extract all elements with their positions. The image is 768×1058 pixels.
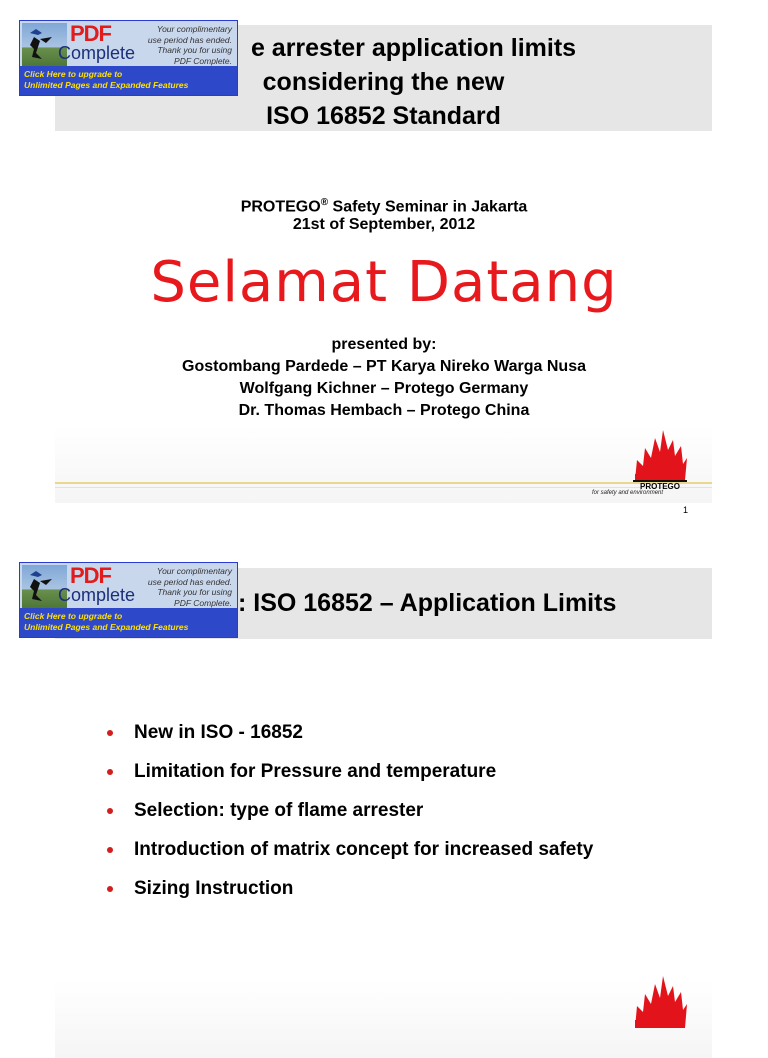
badge-note — [132, 566, 232, 608]
list-item — [105, 759, 625, 784]
badge-note-line: PDF Complete. — [174, 597, 232, 608]
upgrade-link[interactable] — [20, 66, 237, 95]
pdf-brand-text: PDF — [70, 21, 111, 46]
list-item-text: Introduction of matrix concept for increased safety — [134, 839, 594, 860]
title-line-2: considering the new — [262, 68, 505, 96]
footer-divider — [55, 482, 712, 484]
bullet-list — [105, 720, 625, 915]
bullet-dot-icon — [107, 769, 113, 775]
badge-note-line: Thank you for using — [157, 45, 232, 55]
bullet-dot-icon — [107, 886, 113, 892]
list-item — [105, 798, 625, 823]
footer-divider — [55, 487, 712, 488]
protego-logo-text: PROTEGO — [633, 480, 687, 491]
list-item — [105, 837, 625, 862]
upgrade-link-line: Unlimited Pages and Expanded Features — [24, 622, 189, 632]
badge-note-line: Your complimentary — [156, 566, 232, 576]
title-line-3: ISO 16852 Standard — [266, 102, 501, 130]
seminar-brand: PROTEGO — [240, 198, 321, 216]
seminar-line — [0, 193, 768, 217]
list-item — [105, 720, 625, 745]
footer-band — [55, 980, 712, 1058]
complete-brand-text: Complete — [58, 585, 136, 605]
upgrade-link[interactable] — [20, 608, 237, 637]
slide-title: : ISO 16852 – Application Limits — [238, 589, 617, 617]
title-line-1: e arrester application limits — [250, 34, 577, 62]
presenter-line: Gostombang Pardede – PT Karya Nireko Warga Nusa — [182, 358, 586, 375]
bullet-dot-icon — [107, 847, 113, 853]
badge-note-line: use period has ended. — [147, 576, 232, 587]
presenter-line: Wolfgang Kichner – Protego Germany — [239, 380, 529, 397]
seminar-date: 21st of September, 2012 — [292, 216, 476, 233]
list-item-text: New in ISO - 16852 — [134, 722, 303, 743]
presenter-line: Dr. Thomas Hembach – Protego China — [238, 402, 530, 419]
upgrade-link-line: Click Here to upgrade to — [24, 69, 123, 79]
badge-note — [132, 24, 232, 66]
logo-tagline: for safety and environment — [592, 490, 664, 496]
greeting-heading: Selamat Datang — [150, 250, 618, 315]
upgrade-link-line: Unlimited Pages and Expanded Features — [24, 80, 189, 90]
protego-flame-logo-icon — [633, 976, 687, 1028]
pdf-complete-upgrade-banner[interactable] — [19, 562, 238, 638]
bullet-dot-icon — [107, 730, 113, 736]
presented-by-label: presented by: — [331, 336, 437, 353]
list-item-text: Sizing Instruction — [134, 878, 294, 899]
badge-note-line: Thank you for using — [157, 587, 232, 597]
slide-2 — [0, 540, 768, 1024]
registered-mark: ® — [320, 197, 329, 208]
list-item-text: Selection: type of flame arrester — [134, 800, 424, 821]
list-item — [105, 876, 625, 901]
upgrade-link-line: Click Here to upgrade to — [24, 611, 123, 621]
bullet-dot-icon — [107, 808, 113, 814]
page-number: 1 — [683, 505, 689, 515]
badge-note-line: PDF Complete. — [174, 55, 232, 66]
badge-note-line: use period has ended. — [147, 34, 232, 45]
pdf-brand-text: PDF — [70, 563, 111, 588]
list-item-text: Limitation for Pressure and temperature — [134, 761, 497, 782]
badge-note-line: Your complimentary — [156, 24, 232, 34]
pdf-complete-upgrade-banner[interactable] — [19, 20, 238, 96]
complete-brand-text: Complete — [58, 43, 136, 63]
seminar-text: Safety Seminar in Jakarta — [328, 198, 528, 216]
